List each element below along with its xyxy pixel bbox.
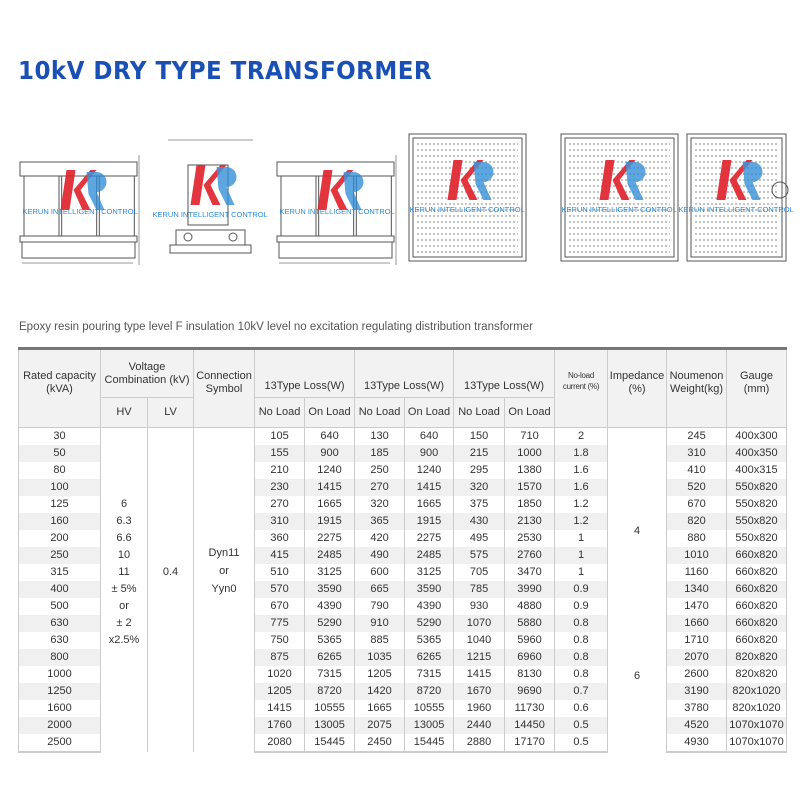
loss3-no-load-cell: 2440	[454, 717, 505, 734]
header-lv: LV	[148, 398, 194, 428]
watermark-text: KERUN INTELLIGENT CONTROL	[561, 205, 677, 214]
rated-capacity-cell: 2000	[19, 717, 101, 734]
loss3-no-load-cell: 295	[454, 462, 505, 479]
loss2-no-load-cell: 130	[355, 428, 405, 446]
rated-capacity-cell: 1000	[19, 666, 101, 683]
weight-cell: 3190	[667, 683, 727, 700]
hv-value: 10	[117, 549, 131, 561]
loss2-no-load-cell: 665	[355, 581, 405, 598]
loss3-on-load-cell: 14450	[505, 717, 555, 734]
rated-capacity-cell: 400	[19, 581, 101, 598]
loss1-on-load-cell: 1665	[305, 496, 355, 513]
loss3-on-load-cell: 1380	[505, 462, 555, 479]
rated-capacity-cell: 160	[19, 513, 101, 530]
impedance-value: 4	[633, 525, 641, 537]
loss3-on-load-cell: 5960	[505, 632, 555, 649]
loss3-on-load-cell: 17170	[505, 734, 555, 752]
hv-value: 11	[118, 566, 130, 578]
hv-value: ± 5%	[111, 583, 137, 595]
gauge-cell: 820x820	[727, 666, 787, 683]
gauge-cell: 550x820	[727, 530, 787, 547]
transformer-drawing	[168, 135, 253, 265]
header-connection: Connection Symbol	[194, 349, 255, 428]
loss1-no-load-cell: 105	[255, 428, 305, 446]
loss3-on-load-cell: 5880	[505, 615, 555, 632]
header-voltage: Voltage Combination (kV)	[101, 349, 194, 398]
no-load-current-cell: 0.8	[555, 632, 608, 649]
rated-capacity-cell: 50	[19, 445, 101, 462]
header-impedance: Impedance (%)	[608, 349, 667, 428]
loss3-no-load-cell: 215	[454, 445, 505, 462]
no-load-current-cell: 1	[555, 547, 608, 564]
loss1-on-load-cell: 13005	[305, 717, 355, 734]
loss1-no-load-cell: 1760	[255, 717, 305, 734]
loss1-on-load-cell: 10555	[305, 700, 355, 717]
loss3-on-load-cell: 8130	[505, 666, 555, 683]
rated-capacity-cell: 200	[19, 530, 101, 547]
loss1-on-load-cell: 2275	[305, 530, 355, 547]
rated-capacity-cell: 1600	[19, 700, 101, 717]
weight-cell: 520	[667, 479, 727, 496]
rated-capacity-cell: 2500	[19, 734, 101, 752]
loss3-on-load-cell: 3470	[505, 564, 555, 581]
loss2-on-load-cell: 5365	[405, 632, 454, 649]
loss3-on-load-cell: 11730	[505, 700, 555, 717]
spec-table	[18, 347, 787, 753]
loss3-no-load-cell: 1670	[454, 683, 505, 700]
gauge-cell: 820x1020	[727, 700, 787, 717]
hv-cell	[101, 428, 148, 753]
weight-cell: 2600	[667, 666, 727, 683]
loss2-on-load-cell: 1240	[405, 462, 454, 479]
hv-value: x2.5%	[108, 634, 140, 646]
loss1-no-load-cell: 775	[255, 615, 305, 632]
loss3-on-load-cell: 710	[505, 428, 555, 446]
loss1-no-load-cell: 750	[255, 632, 305, 649]
weight-cell: 4520	[667, 717, 727, 734]
loss3-no-load-cell: 930	[454, 598, 505, 615]
loss3-on-load-cell: 3990	[505, 581, 555, 598]
no-load-current-cell: 0.6	[555, 700, 608, 717]
loss2-no-load-cell: 320	[355, 496, 405, 513]
weight-cell: 1660	[667, 615, 727, 632]
loss2-no-load-cell: 910	[355, 615, 405, 632]
header-loss-1: 13Type Loss(W)	[255, 349, 355, 398]
loss2-on-load-cell: 2275	[405, 530, 454, 547]
loss2-no-load-cell: 490	[355, 547, 405, 564]
page-title: 10kV DRY TYPE TRANSFORMER	[18, 56, 433, 85]
transformer-drawing	[275, 140, 400, 265]
weight-cell: 245	[667, 428, 727, 446]
no-load-current-cell: 1.6	[555, 479, 608, 496]
loss2-no-load-cell: 790	[355, 598, 405, 615]
header-loss-2: 13Type Loss(W)	[355, 349, 454, 398]
header-hv: HV	[101, 398, 148, 428]
kr-logo-icon	[191, 165, 237, 205]
hv-value: ± 2	[116, 617, 132, 629]
gauge-cell: 660x820	[727, 632, 787, 649]
loss1-no-load-cell: 1020	[255, 666, 305, 683]
header-on-load-1: On Load	[305, 398, 355, 428]
loss3-no-load-cell: 150	[454, 428, 505, 446]
loss1-on-load-cell: 1915	[305, 513, 355, 530]
transformer-drawing	[18, 140, 143, 265]
gauge-cell: 660x820	[727, 598, 787, 615]
loss2-on-load-cell: 1415	[405, 479, 454, 496]
loss1-on-load-cell: 6265	[305, 649, 355, 666]
gauge-cell: 1070x1070	[727, 717, 787, 734]
loss1-no-load-cell: 360	[255, 530, 305, 547]
weight-cell: 1470	[667, 598, 727, 615]
header-gauge: Gauge (mm)	[727, 349, 787, 428]
impedance-value: 6	[633, 670, 641, 682]
gauge-cell: 820x820	[727, 649, 787, 666]
loss1-no-load-cell: 415	[255, 547, 305, 564]
header-no-load-1: No Load	[255, 398, 305, 428]
no-load-current-cell: 1	[555, 564, 608, 581]
loss3-no-load-cell: 375	[454, 496, 505, 513]
loss2-on-load-cell: 7315	[405, 666, 454, 683]
rated-capacity-cell: 1250	[19, 683, 101, 700]
hv-value: 6	[120, 498, 128, 510]
rated-capacity-cell: 630	[19, 615, 101, 632]
rated-capacity-cell: 315	[19, 564, 101, 581]
loss3-no-load-cell: 1070	[454, 615, 505, 632]
loss3-on-load-cell: 9690	[505, 683, 555, 700]
gauge-cell: 820x1020	[727, 683, 787, 700]
weight-cell: 410	[667, 462, 727, 479]
loss2-no-load-cell: 420	[355, 530, 405, 547]
gauge-cell: 400x300	[727, 428, 787, 446]
loss2-on-load-cell: 4390	[405, 598, 454, 615]
loss1-on-load-cell: 5290	[305, 615, 355, 632]
header-loss-3: 13Type Loss(W)	[454, 349, 555, 398]
no-load-current-cell: 0.9	[555, 581, 608, 598]
loss3-no-load-cell: 320	[454, 479, 505, 496]
loss1-no-load-cell: 1415	[255, 700, 305, 717]
gauge-cell: 400x350	[727, 445, 787, 462]
loss2-on-load-cell: 8720	[405, 683, 454, 700]
loss2-on-load-cell: 1915	[405, 513, 454, 530]
header-on-load-2: On Load	[405, 398, 454, 428]
watermark-text: KERUN INTELLIGENT CONTROL	[678, 205, 794, 214]
transformer-drawing	[405, 130, 530, 265]
loss3-no-load-cell: 1215	[454, 649, 505, 666]
loss2-no-load-cell: 1665	[355, 700, 405, 717]
loss3-on-load-cell: 2760	[505, 547, 555, 564]
loss1-on-load-cell: 640	[305, 428, 355, 446]
header-on-load-3: On Load	[505, 398, 555, 428]
loss2-no-load-cell: 600	[355, 564, 405, 581]
loss1-on-load-cell: 3590	[305, 581, 355, 598]
no-load-current-cell: 0.7	[555, 683, 608, 700]
loss3-no-load-cell: 705	[454, 564, 505, 581]
no-load-current-cell: 1	[555, 530, 608, 547]
watermark-text: KERUN INTELLIGENT CONTROL	[152, 210, 268, 219]
loss2-no-load-cell: 2075	[355, 717, 405, 734]
connection-value: or	[219, 564, 229, 577]
gauge-cell: 660x820	[727, 615, 787, 632]
loss3-on-load-cell: 4880	[505, 598, 555, 615]
hv-value: 6.6	[116, 532, 132, 544]
no-load-current-cell: 1.6	[555, 462, 608, 479]
loss2-on-load-cell: 2485	[405, 547, 454, 564]
rated-capacity-cell: 250	[19, 547, 101, 564]
weight-cell: 4930	[667, 734, 727, 752]
loss2-on-load-cell: 900	[405, 445, 454, 462]
loss2-on-load-cell: 6265	[405, 649, 454, 666]
rated-capacity-cell: 800	[19, 649, 101, 666]
impedance-cell	[608, 428, 667, 753]
loss2-no-load-cell: 1035	[355, 649, 405, 666]
header-weight: Noumenon Weight(kg)	[667, 349, 727, 428]
loss3-no-load-cell: 495	[454, 530, 505, 547]
weight-cell: 880	[667, 530, 727, 547]
table-caption: Epoxy resin pouring type level F insulation 10kV level no excitation regulating distribution transformer	[19, 321, 533, 333]
rated-capacity-cell: 125	[19, 496, 101, 513]
weight-cell: 670	[667, 496, 727, 513]
loss1-no-load-cell: 510	[255, 564, 305, 581]
gauge-cell: 660x820	[727, 564, 787, 581]
no-load-current-cell: 1.2	[555, 513, 608, 530]
no-load-current-cell: 2	[555, 428, 608, 446]
loss3-no-load-cell: 785	[454, 581, 505, 598]
loss3-no-load-cell: 430	[454, 513, 505, 530]
loss1-no-load-cell: 570	[255, 581, 305, 598]
loss1-no-load-cell: 155	[255, 445, 305, 462]
gauge-cell: 550x820	[727, 513, 787, 530]
loss2-no-load-cell: 2450	[355, 734, 405, 752]
gauge-cell: 660x820	[727, 581, 787, 598]
loss2-on-load-cell: 640	[405, 428, 454, 446]
no-load-current-cell: 0.9	[555, 598, 608, 615]
no-load-current-cell: 0.5	[555, 734, 608, 752]
gauge-cell: 550x820	[727, 496, 787, 513]
loss1-on-load-cell: 7315	[305, 666, 355, 683]
loss2-no-load-cell: 185	[355, 445, 405, 462]
loss3-on-load-cell: 2530	[505, 530, 555, 547]
loss2-on-load-cell: 10555	[405, 700, 454, 717]
loss2-on-load-cell: 1665	[405, 496, 454, 513]
gauge-cell: 1070x1070	[727, 734, 787, 752]
no-load-current-cell: 0.8	[555, 615, 608, 632]
loss1-on-load-cell: 900	[305, 445, 355, 462]
no-load-current-cell: 0.8	[555, 666, 608, 683]
weight-cell: 2070	[667, 649, 727, 666]
loss1-no-load-cell: 270	[255, 496, 305, 513]
loss1-on-load-cell: 1415	[305, 479, 355, 496]
no-load-current-cell: 1.8	[555, 445, 608, 462]
header-no-load-2: No Load	[355, 398, 405, 428]
watermark-text: KERUN INTELLIGENT CONTROL	[409, 205, 525, 214]
rated-capacity-cell: 500	[19, 598, 101, 615]
table-row	[19, 428, 787, 446]
watermark-text: KERUN INTELLIGENT CONTROL	[279, 207, 395, 216]
loss1-on-load-cell: 3125	[305, 564, 355, 581]
gauge-cell: 550x820	[727, 479, 787, 496]
weight-cell: 1010	[667, 547, 727, 564]
loss1-on-load-cell: 4390	[305, 598, 355, 615]
header-no-load-current: No-load current (%)	[555, 349, 608, 428]
transformer-drawing	[557, 130, 682, 265]
hv-value: 6.3	[116, 515, 132, 527]
loss3-no-load-cell: 1040	[454, 632, 505, 649]
loss2-no-load-cell: 1205	[355, 666, 405, 683]
loss3-no-load-cell: 575	[454, 547, 505, 564]
loss1-on-load-cell: 8720	[305, 683, 355, 700]
loss3-on-load-cell: 1850	[505, 496, 555, 513]
connection-value: Yyn0	[211, 582, 237, 595]
loss2-no-load-cell: 885	[355, 632, 405, 649]
loss2-no-load-cell: 1420	[355, 683, 405, 700]
weight-cell: 1710	[667, 632, 727, 649]
weight-cell: 820	[667, 513, 727, 530]
weight-cell: 3780	[667, 700, 727, 717]
hv-value: or	[119, 600, 129, 612]
loss2-on-load-cell: 3590	[405, 581, 454, 598]
weight-cell: 310	[667, 445, 727, 462]
lv-cell	[148, 428, 194, 753]
gauge-cell: 660x820	[727, 547, 787, 564]
rated-capacity-cell: 80	[19, 462, 101, 479]
header-rated-capacity: Rated capacity (kVA)	[19, 349, 101, 428]
connection-cell	[194, 428, 255, 753]
loss1-no-load-cell: 310	[255, 513, 305, 530]
loss1-on-load-cell: 15445	[305, 734, 355, 752]
rated-capacity-cell: 30	[19, 428, 101, 446]
loss1-on-load-cell: 2485	[305, 547, 355, 564]
connection-value: Dyn11	[208, 546, 240, 559]
loss3-no-load-cell: 2880	[454, 734, 505, 752]
watermark-text: KERUN INTELLIGENT CONTROL	[22, 207, 138, 216]
loss3-on-load-cell: 1000	[505, 445, 555, 462]
loss3-on-load-cell: 6960	[505, 649, 555, 666]
loss1-no-load-cell: 2080	[255, 734, 305, 752]
weight-cell: 1160	[667, 564, 727, 581]
no-load-current-cell: 1.2	[555, 496, 608, 513]
rated-capacity-cell: 630	[19, 632, 101, 649]
loss2-no-load-cell: 365	[355, 513, 405, 530]
loss3-no-load-cell: 1960	[454, 700, 505, 717]
loss2-on-load-cell: 5290	[405, 615, 454, 632]
loss2-no-load-cell: 250	[355, 462, 405, 479]
gauge-cell: 400x315	[727, 462, 787, 479]
weight-cell: 1340	[667, 581, 727, 598]
no-load-current-cell: 0.8	[555, 649, 608, 666]
transformer-drawing	[683, 130, 790, 265]
loss1-no-load-cell: 230	[255, 479, 305, 496]
no-load-current-cell: 0.5	[555, 717, 608, 734]
loss1-no-load-cell: 670	[255, 598, 305, 615]
loss1-no-load-cell: 1205	[255, 683, 305, 700]
loss2-on-load-cell: 13005	[405, 717, 454, 734]
loss3-on-load-cell: 1570	[505, 479, 555, 496]
loss1-on-load-cell: 5365	[305, 632, 355, 649]
lv-value: 0.4	[162, 566, 179, 578]
loss1-on-load-cell: 1240	[305, 462, 355, 479]
loss2-no-load-cell: 270	[355, 479, 405, 496]
loss2-on-load-cell: 15445	[405, 734, 454, 752]
loss3-no-load-cell: 1415	[454, 666, 505, 683]
loss1-no-load-cell: 875	[255, 649, 305, 666]
loss1-no-load-cell: 210	[255, 462, 305, 479]
rated-capacity-cell: 100	[19, 479, 101, 496]
loss3-on-load-cell: 2130	[505, 513, 555, 530]
loss2-on-load-cell: 3125	[405, 564, 454, 581]
header-no-load-3: No Load	[454, 398, 505, 428]
